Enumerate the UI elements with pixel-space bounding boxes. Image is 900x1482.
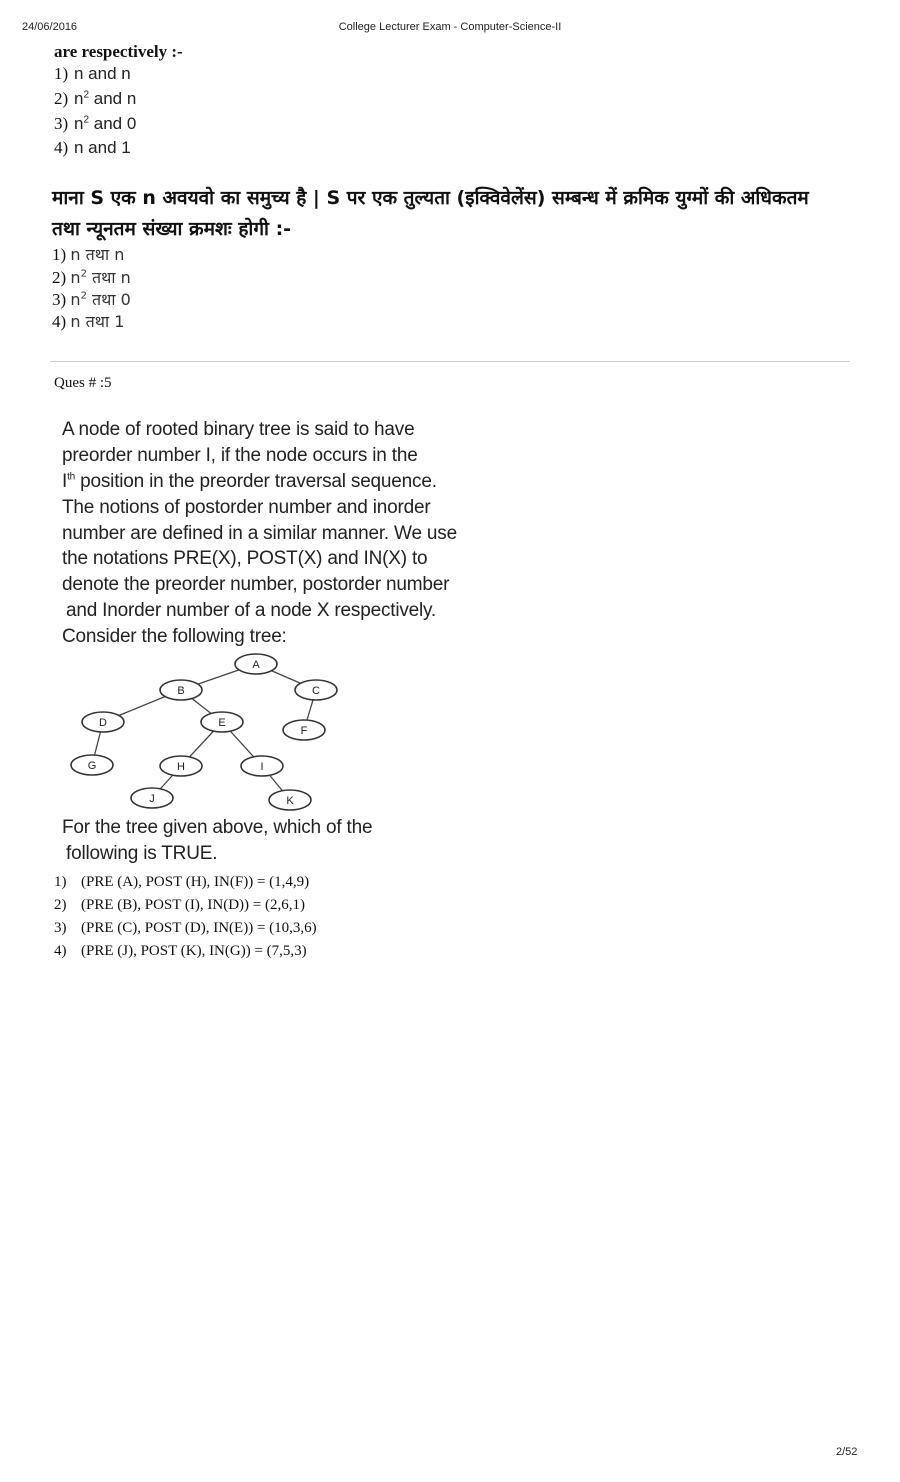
node-j-label: J — [149, 792, 155, 805]
q5-option-3: 3) (PRE (C), POST (D), IN(E)) = (10,3,6) — [54, 920, 317, 936]
q5-text-line-8: and Inorder number of a node X respectively. — [66, 600, 437, 621]
q5-text-line-5: number are defined in a similar manner. We use — [62, 523, 457, 544]
question-4-tail: are respectively :- — [54, 42, 183, 61]
node-h-label: H — [177, 760, 185, 773]
q5-text-line-7: denote the preorder number, postorder number — [62, 574, 450, 595]
q5-text-line-9: Consider the following tree: — [62, 626, 287, 647]
q4-hindi-option-3: 3) $n^2$ तथा 0 — [52, 290, 131, 309]
q4-option-1: 1) n and n — [54, 64, 131, 83]
q5-text-line-1: A node of rooted binary tree is said to have — [62, 419, 415, 440]
question-5-label: Ques # :5 — [54, 375, 112, 391]
node-e-label: E — [218, 716, 226, 729]
node-c-label: C — [312, 684, 320, 697]
q5-option-2: 2) (PRE (B), POST (I), IN(D)) = (2,6,1) — [54, 897, 305, 913]
q5-text-line-2: preorder number I, if the node occurs in the — [62, 445, 418, 466]
header-date: 24/06/2016 — [22, 21, 78, 33]
question-4-hindi-line-1: माना S एक n अवयवो का समुच्य है | S पर एक तुल्यता (इक्विवेलेंस) सम्बन्ध में क्रमिक युग्मों की अधिकतम — [52, 187, 809, 209]
q5-question-line-1: For the tree given above, which of the — [62, 817, 373, 838]
node-b-label: B — [177, 684, 185, 697]
q5-option-4: 4) (PRE (J), POST (K), IN(G)) = (7,5,3) — [54, 943, 307, 959]
node-g-label: G — [87, 759, 97, 772]
q5-text-line-3: Ith position in the preorder traversal sequence. — [62, 471, 437, 492]
q5-option-1: 1) (PRE (A), POST (H), IN(F)) = (1,4,9) — [54, 874, 310, 890]
q4-option-2: 2) $n^2$ and n — [54, 89, 137, 108]
question-4-hindi-line-2: तथा न्यूनतम संख्या क्रमशः होगी :- — [52, 218, 292, 240]
header-title: College Lecturer Exam - Computer-Science-II — [338, 21, 562, 33]
q4-hindi-option-2: 2) $n^2$ तथा n — [52, 268, 131, 287]
q5-text-line-6: the notations PRE(X), POST(X) and IN(X) to — [62, 548, 428, 569]
q4-option-3: 3) $n^2$ and 0 — [54, 114, 137, 133]
q4-hindi-option-4: 4) n तथा 1 — [52, 312, 125, 331]
node-k-label: K — [286, 794, 294, 807]
node-f-label: F — [300, 724, 308, 737]
node-i-label: I — [260, 760, 264, 773]
q5-text-line-4: The notions of postorder number and inorder — [62, 497, 431, 518]
q4-option-4: 4) n and 1 — [54, 138, 131, 157]
q4-hindi-option-1: 1) n तथा n — [52, 245, 125, 264]
page-number: 2/52 — [836, 1446, 858, 1458]
node-d-label: D — [99, 716, 107, 729]
q5-question-line-2: following is TRUE. — [66, 843, 218, 864]
node-a-label: A — [252, 658, 260, 671]
